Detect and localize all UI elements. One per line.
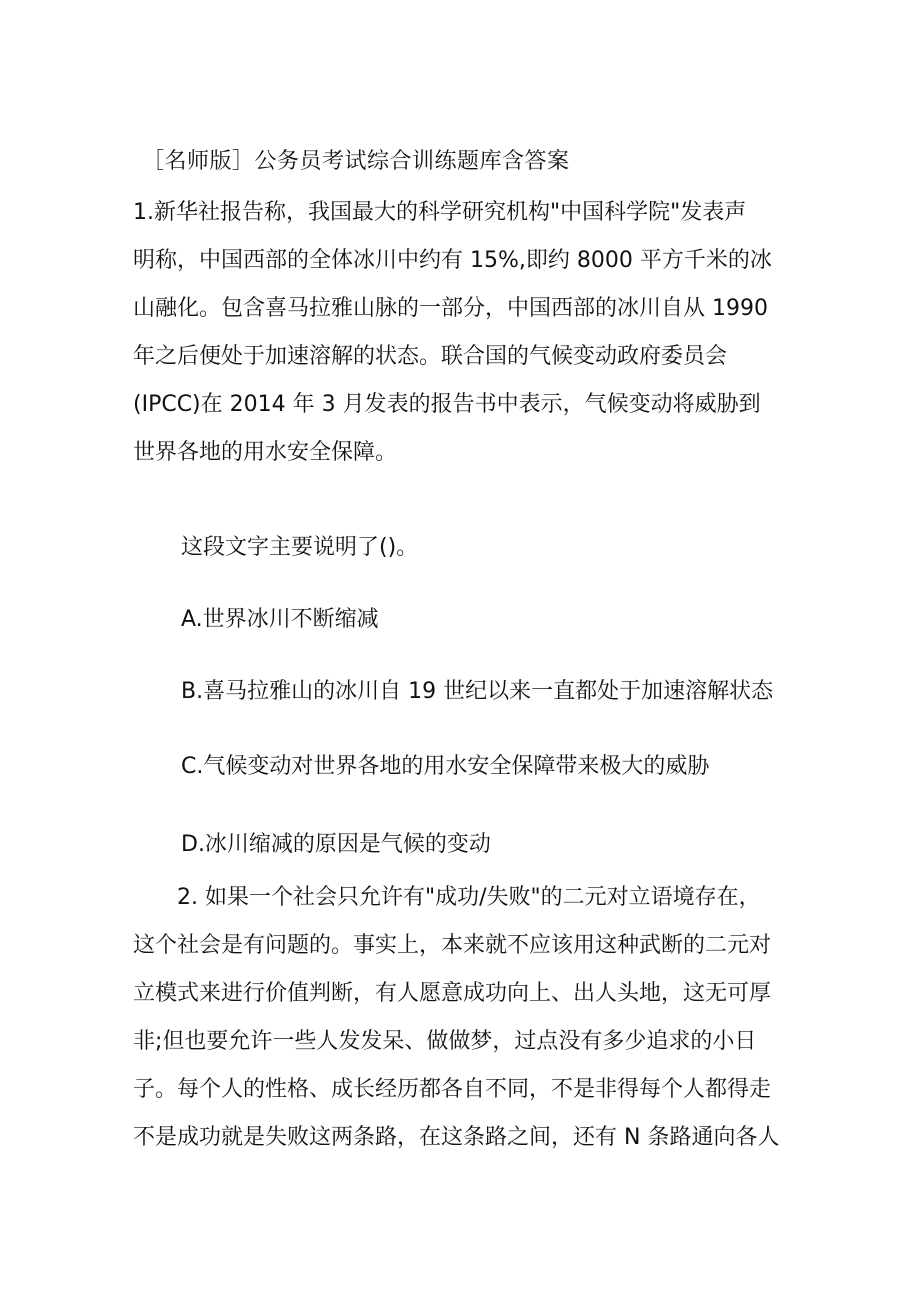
question-2-stem	[133, 874, 813, 1162]
question-1-line: 明称，中国西部的全体冰川中约有 15%,即约 8000 平方千米的冰	[133, 248, 772, 273]
question-1-line: 1.新华社报告称，我国最大的科学研究机构"中国科学院"发表声	[133, 200, 747, 225]
question-1-line: 世界各地的用水安全保障。	[133, 440, 398, 465]
question-2-line: 2. 如果一个社会只允许有"成功/失败"的二元对立语境存在，	[177, 885, 761, 910]
question-1-option-d: D.冰川缩减的原因是气候的变动	[181, 832, 491, 857]
question-1-option-b: B.喜马拉雅山的冰川自 19 世纪以来一直都处于加速溶解状态	[181, 679, 774, 704]
question-1-option-a: A.世界冰川不断缩减	[181, 607, 379, 632]
question-1-prompt: 这段文字主要说明了()。	[181, 535, 419, 560]
question-2-line: 不是成功就是失败这两条路，在这条路之间，还有 N 条路通向各人	[133, 1125, 780, 1150]
question-1-option-c: C.气候变动对世界各地的用水安全保障带来极大的威胁	[181, 754, 710, 779]
question-2-line: 非;但也要允许一些人发发呆、做做梦，过点没有多少追求的小日	[133, 1029, 757, 1054]
question-1-line: (IPCC)在 2014 年 3 月发表的报告书中表示，气候变动将威胁到	[133, 392, 761, 417]
question-1-line: 年之后便处于加速溶解的状态。联合国的气候变动政府委员会	[133, 344, 728, 369]
question-2-line: 立模式来进行价值判断，有人愿意成功向上、出人头地，这无可厚	[133, 981, 772, 1006]
question-2-line: 子。每个人的性格、成长经历都各自不同，不是非得每个人都得走	[133, 1077, 772, 1102]
question-2-line: 这个社会是有问题的。事实上，本来就不应该用这种武断的二元对	[133, 933, 772, 958]
question-1-line: 山融化。包含喜马拉雅山脉的一部分，中国西部的冰川自从 1990	[133, 296, 768, 321]
document-title: ［名师版］公务员考试综合训练题库含答案	[142, 149, 570, 174]
question-1-stem	[133, 189, 813, 477]
